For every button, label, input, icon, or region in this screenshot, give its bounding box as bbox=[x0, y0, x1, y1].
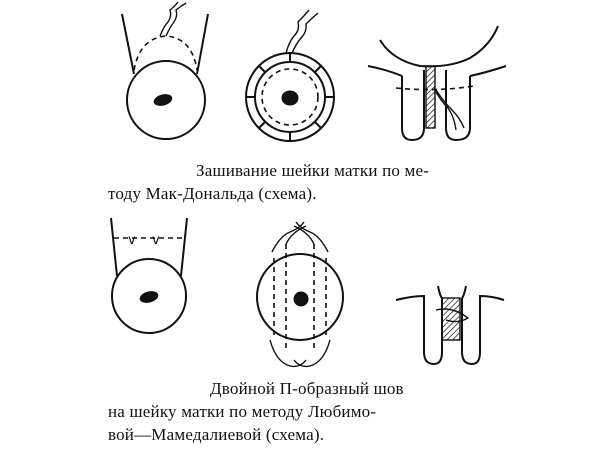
cervix-left-lip bbox=[402, 70, 424, 140]
mcdonald-section-view bbox=[368, 26, 506, 140]
purse-string-suture bbox=[134, 36, 197, 70]
vaginal-wall-left bbox=[122, 14, 134, 74]
cervix-left-lip bbox=[396, 296, 442, 364]
stitch-mark-2: v bbox=[152, 233, 160, 248]
mcdonald-caption-line-1: Зашивание шейки матки по ме- bbox=[196, 161, 430, 180]
cervical-os bbox=[139, 290, 159, 304]
cervix-right-lip bbox=[446, 70, 470, 140]
lyubimova-section-view bbox=[396, 286, 504, 364]
suture-tail-2 bbox=[436, 90, 464, 128]
lyubimova-frontal-view bbox=[257, 222, 343, 366]
vaginal-wall-right bbox=[181, 218, 187, 276]
cervical-canal bbox=[426, 66, 435, 128]
lyubimova-caption-line-1: Двойной П-образный шов bbox=[210, 379, 404, 398]
lyubimova-caption-line-2: на шейку матки по методу Любимо- bbox=[108, 402, 377, 421]
cervical-os bbox=[282, 91, 298, 105]
uterine-contour bbox=[380, 26, 498, 66]
lyubimova-caption-line-3: вой—Мамедалиевой (схема). bbox=[108, 425, 325, 444]
vaginal-fornix-right bbox=[470, 66, 506, 76]
lower-loop-left bbox=[270, 340, 306, 366]
cervical-os bbox=[153, 93, 173, 107]
vaginal-wall-left bbox=[111, 218, 117, 276]
cervical-canal bbox=[442, 298, 460, 340]
canal-top-right bbox=[462, 286, 466, 298]
vaginal-wall-right bbox=[197, 14, 208, 74]
canal-top-left bbox=[438, 286, 442, 298]
vaginal-fornix-left bbox=[368, 66, 402, 76]
upper-loop-right bbox=[296, 222, 328, 252]
cervix-right-lip bbox=[462, 296, 504, 364]
lyubimova-side-view bbox=[111, 218, 187, 333]
mcdonald-caption-line-2: тоду Мак-Дональда (схема). bbox=[108, 184, 317, 203]
mcdonald-side-view bbox=[122, 2, 208, 139]
mcdonald-frontal-view bbox=[246, 10, 334, 141]
cervical-os bbox=[294, 292, 308, 306]
lower-loop-right bbox=[294, 340, 330, 366]
stitch-mark-1: v bbox=[128, 233, 136, 248]
